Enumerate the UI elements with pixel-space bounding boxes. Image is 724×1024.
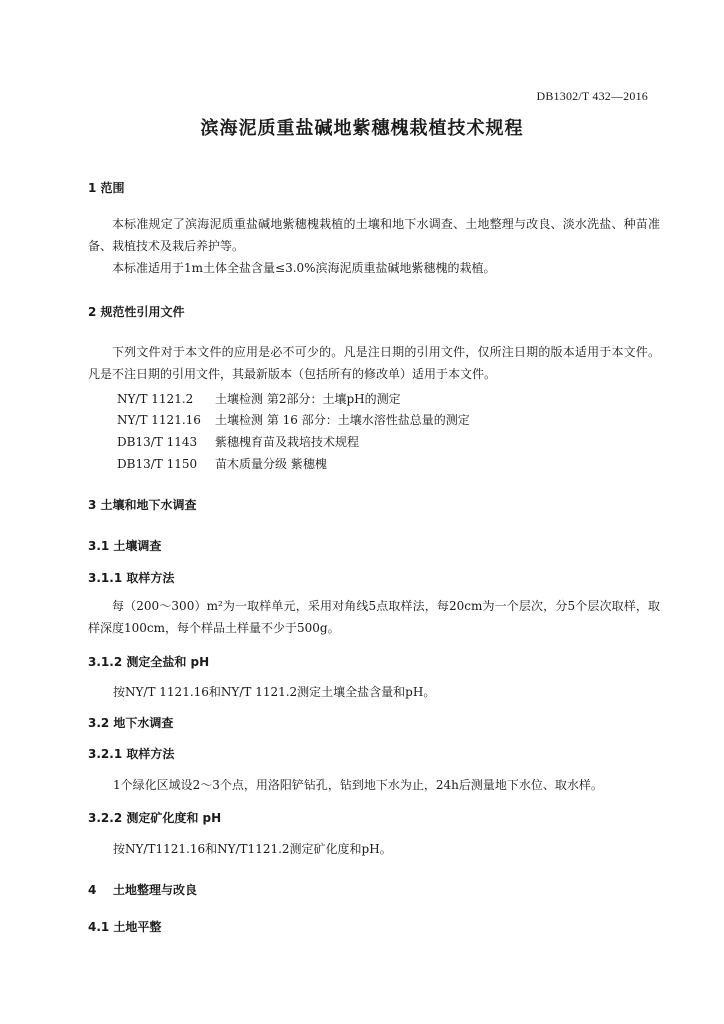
reference-title: 苗木质量分级 紫穗槐	[215, 457, 327, 471]
reference-title: 土壤检测 第 16 部分：土壤水溶性盐总量的测定	[215, 413, 470, 427]
section-3-1-heading: 3.1 土壤调查	[88, 539, 162, 553]
document-title: 滨海泥质重盐碱地紫穗槐栽植技术规程	[200, 118, 524, 139]
scope-paragraph-2: 本标准适用于1m土体全盐含量≤3.0%滨海泥质重盐碱地紫穗槐的栽植。	[112, 261, 496, 275]
reference-code: NY/T 1121.16	[117, 413, 201, 427]
reference-item	[117, 411, 470, 428]
document-number: DB1302/T 432—2016	[536, 89, 648, 103]
reference-title: 土壤检测 第2部分：土壤pH的测定	[215, 392, 401, 406]
references-intro: 下列文件对于本文件的应用是必不可少的。凡是注日期的引用文件，仅所注日期的版本适用于本文件。凡是不注日期的引用文件，其最新版本（包括所有的修改单）适用于本文件。	[88, 345, 660, 381]
groundwater-mineral-text: 按NY/T1121.16和NY/T1121.2测定矿化度和pH。	[113, 842, 392, 856]
reference-item	[117, 390, 401, 407]
section-3-2-heading: 3.2 地下水调查	[88, 716, 174, 730]
section-3-heading: 3 土壤和地下水调查	[88, 498, 197, 512]
section-3-1-2-heading: 3.1.2 测定全盐和 pH	[88, 655, 210, 669]
section-3-1-1-heading: 3.1.1 取样方法	[88, 571, 175, 585]
reference-item	[117, 433, 359, 450]
soil-salt-text: 按NY/T 1121.16和NY/T 1121.2测定土壤全盐含量和pH。	[113, 685, 436, 699]
reference-code: DB13/T 1150	[117, 457, 198, 471]
groundwater-sampling-text: 1个绿化区域设2～3个点，用洛阳铲钻孔，钻到地下水为止，24h后测量地下水位、取水样。	[113, 778, 603, 792]
reference-code: DB13/T 1143	[117, 435, 198, 449]
section-1-heading: 1 范围	[88, 181, 125, 195]
section-4-heading: 4 土地整理与改良	[88, 883, 198, 897]
soil-sampling-text: 每（200～300）m²为一取样单元，采用对角线5点取样法，每20cm为一个层次，分5个层次取样，取样深度100cm，每个样品土样量不少于500g。	[88, 599, 660, 635]
section-3-2-2-heading: 3.2.2 测定矿化度和 pH	[88, 811, 222, 825]
section-4-1-heading: 4.1 土地平整	[88, 920, 162, 934]
reference-code: NY/T 1121.2	[117, 392, 194, 406]
section-2-heading: 2 规范性引用文件	[88, 305, 185, 319]
section-3-2-1-heading: 3.2.1 取样方法	[88, 747, 175, 761]
reference-item	[117, 455, 327, 472]
scope-paragraph-1: 本标准规定了滨海泥质重盐碱地紫穗槐栽植的土壤和地下水调查、土地整理与改良、淡水洗盐、种苗准备、栽植技术及栽后养护等。	[88, 217, 660, 253]
reference-title: 紫穗槐育苗及栽培技术规程	[215, 435, 360, 449]
